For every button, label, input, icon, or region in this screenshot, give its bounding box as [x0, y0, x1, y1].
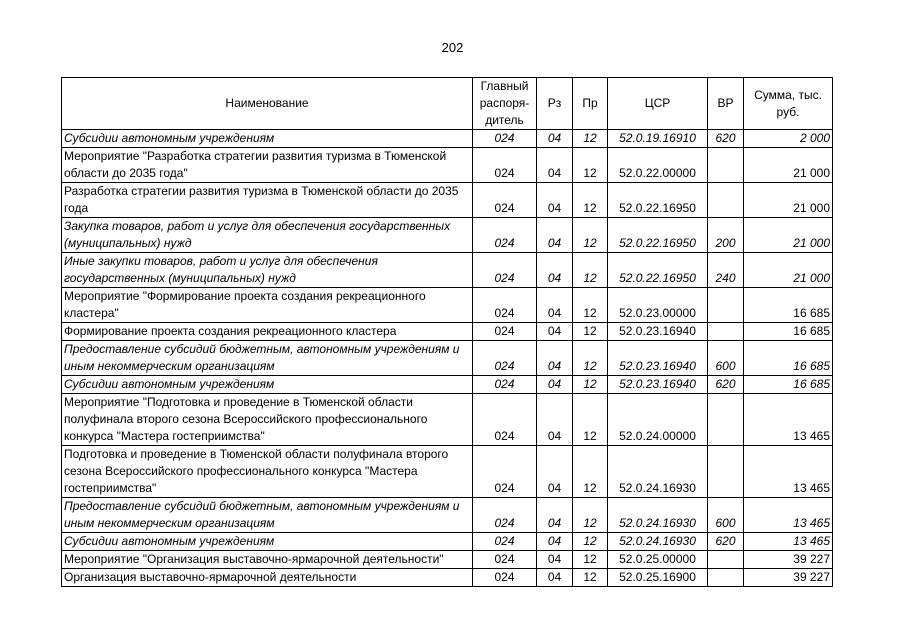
header-pr: Пр: [573, 78, 608, 130]
cell-main-manager: 024: [473, 253, 537, 288]
cell-pr: 12: [573, 288, 608, 323]
cell-csr: 52.0.22.16950: [608, 218, 708, 253]
cell-name: Предоставление субсидий бюджетным, автономным учреждениям и иным некоммерческим организациям: [62, 498, 473, 533]
cell-vr: [708, 569, 744, 587]
cell-main-manager: 024: [473, 341, 537, 376]
cell-vr: 600: [708, 498, 744, 533]
cell-pr: 12: [573, 394, 608, 446]
cell-vr: 600: [708, 341, 744, 376]
cell-main-manager: 024: [473, 376, 537, 394]
cell-csr: 52.0.24.16930: [608, 533, 708, 551]
cell-vr: 620: [708, 130, 744, 148]
cell-sum: 13 465: [744, 446, 833, 498]
table-row: [62, 498, 833, 533]
header-sum: Сумма, тыс. руб.: [744, 78, 833, 130]
cell-pr: 12: [573, 323, 608, 341]
cell-rz: 04: [537, 533, 573, 551]
cell-rz: 04: [537, 394, 573, 446]
cell-sum: 13 465: [744, 394, 833, 446]
cell-main-manager: 024: [473, 569, 537, 587]
cell-pr: 12: [573, 376, 608, 394]
cell-sum: 16 685: [744, 323, 833, 341]
cell-main-manager: 024: [473, 498, 537, 533]
cell-main-manager: 024: [473, 551, 537, 569]
cell-main-manager: 024: [473, 394, 537, 446]
table-row: [62, 253, 833, 288]
table-row: [62, 394, 833, 446]
cell-csr: 52.0.24.16930: [608, 446, 708, 498]
cell-name: Организация выставочно-ярмарочной деятельности: [62, 569, 473, 587]
cell-vr: [708, 288, 744, 323]
cell-pr: 12: [573, 533, 608, 551]
cell-sum: 2 000: [744, 130, 833, 148]
cell-main-manager: 024: [473, 288, 537, 323]
cell-sum: 16 685: [744, 288, 833, 323]
header-csr: ЦСР: [608, 78, 708, 130]
cell-sum: 16 685: [744, 341, 833, 376]
cell-vr: [708, 394, 744, 446]
cell-rz: 04: [537, 218, 573, 253]
cell-csr: 52.0.24.00000: [608, 394, 708, 446]
cell-csr: 52.0.25.16900: [608, 569, 708, 587]
header-vr: ВР: [708, 78, 744, 130]
table-row: [62, 533, 833, 551]
cell-csr: 52.0.22.00000: [608, 148, 708, 183]
cell-vr: 620: [708, 376, 744, 394]
cell-name: Мероприятие "Формирование проекта создания рекреационного кластера": [62, 288, 473, 323]
cell-rz: 04: [537, 130, 573, 148]
cell-vr: [708, 551, 744, 569]
cell-name: Подготовка и проведение в Тюменской области полуфинала второго сезона Всероссийского профессионального конкурса "Мастера гостеприимства": [62, 446, 473, 498]
cell-main-manager: 024: [473, 446, 537, 498]
table-row: [62, 551, 833, 569]
cell-csr: 52.0.22.16950: [608, 183, 708, 218]
cell-name: Мероприятие "Подготовка и проведение в Тюменской области полуфинала второго сезона Всероссийского профессионального конкурса "Мастера гостеприимства": [62, 394, 473, 446]
cell-vr: [708, 446, 744, 498]
page-number: 202: [441, 40, 464, 55]
cell-pr: 12: [573, 341, 608, 376]
cell-name: Разработка стратегии развития туризма в Тюменской области до 2035 года: [62, 183, 473, 218]
cell-name: Субсидии автономным учреждениям: [62, 376, 473, 394]
cell-sum: 21 000: [744, 148, 833, 183]
table-row: [62, 130, 833, 148]
cell-main-manager: 024: [473, 533, 537, 551]
cell-rz: 04: [537, 341, 573, 376]
cell-csr: 52.0.23.16940: [608, 341, 708, 376]
table-row: [62, 218, 833, 253]
cell-rz: 04: [537, 569, 573, 587]
cell-rz: 04: [537, 551, 573, 569]
cell-pr: 12: [573, 551, 608, 569]
table-row: [62, 183, 833, 218]
header-main-manager: Главный распоря-дитель: [473, 78, 537, 130]
cell-name: Предоставление субсидий бюджетным, автономным учреждениям и иным некоммерческим организациям: [62, 341, 473, 376]
table-row: [62, 376, 833, 394]
cell-csr: 52.0.19.16910: [608, 130, 708, 148]
cell-csr: 52.0.23.16940: [608, 376, 708, 394]
cell-pr: 12: [573, 446, 608, 498]
cell-name: Субсидии автономным учреждениям: [62, 533, 473, 551]
cell-sum: 39 227: [744, 551, 833, 569]
cell-pr: 12: [573, 218, 608, 253]
cell-sum: 21 000: [744, 253, 833, 288]
cell-rz: 04: [537, 376, 573, 394]
cell-name: Субсидии автономным учреждениям: [62, 130, 473, 148]
cell-sum: 13 465: [744, 533, 833, 551]
cell-rz: 04: [537, 148, 573, 183]
cell-main-manager: 024: [473, 323, 537, 341]
cell-main-manager: 024: [473, 148, 537, 183]
cell-rz: 04: [537, 183, 573, 218]
cell-csr: 52.0.23.00000: [608, 288, 708, 323]
cell-main-manager: 024: [473, 183, 537, 218]
table-row: [62, 323, 833, 341]
header-name: Наименование: [62, 78, 473, 130]
cell-vr: [708, 183, 744, 218]
table-row: [62, 148, 833, 183]
cell-vr: [708, 323, 744, 341]
cell-rz: 04: [537, 498, 573, 533]
cell-csr: 52.0.23.16940: [608, 323, 708, 341]
cell-sum: 39 227: [744, 569, 833, 587]
cell-pr: 12: [573, 183, 608, 218]
cell-sum: 21 000: [744, 218, 833, 253]
cell-name: Мероприятие "Организация выставочно-ярмарочной деятельности": [62, 551, 473, 569]
cell-pr: 12: [573, 148, 608, 183]
budget-table: [61, 77, 833, 587]
cell-rz: 04: [537, 288, 573, 323]
cell-sum: 21 000: [744, 183, 833, 218]
cell-name: Закупка товаров, работ и услуг для обеспечения государственных (муниципальных) нужд: [62, 218, 473, 253]
cell-vr: [708, 148, 744, 183]
cell-sum: 13 465: [744, 498, 833, 533]
cell-rz: 04: [537, 446, 573, 498]
cell-pr: 12: [573, 130, 608, 148]
table-row: [62, 341, 833, 376]
cell-rz: 04: [537, 323, 573, 341]
cell-vr: 200: [708, 218, 744, 253]
cell-csr: 52.0.25.00000: [608, 551, 708, 569]
cell-main-manager: 024: [473, 130, 537, 148]
cell-pr: 12: [573, 253, 608, 288]
cell-name: Иные закупки товаров, работ и услуг для обеспечения государственных (муниципальных) нужд: [62, 253, 473, 288]
cell-csr: 52.0.22.16950: [608, 253, 708, 288]
table-header-row: [62, 78, 833, 130]
cell-vr: 620: [708, 533, 744, 551]
cell-csr: 52.0.24.16930: [608, 498, 708, 533]
table-row: [62, 569, 833, 587]
table-row: [62, 446, 833, 498]
cell-vr: 240: [708, 253, 744, 288]
cell-sum: 16 685: [744, 376, 833, 394]
table-row: [62, 288, 833, 323]
header-rz: Рз: [537, 78, 573, 130]
cell-pr: 12: [573, 569, 608, 587]
cell-pr: 12: [573, 498, 608, 533]
cell-name: Мероприятие "Разработка стратегии развития туризма в Тюменской области до 2035 года": [62, 148, 473, 183]
cell-main-manager: 024: [473, 218, 537, 253]
cell-name: Формирование проекта создания рекреационного кластера: [62, 323, 473, 341]
cell-rz: 04: [537, 253, 573, 288]
